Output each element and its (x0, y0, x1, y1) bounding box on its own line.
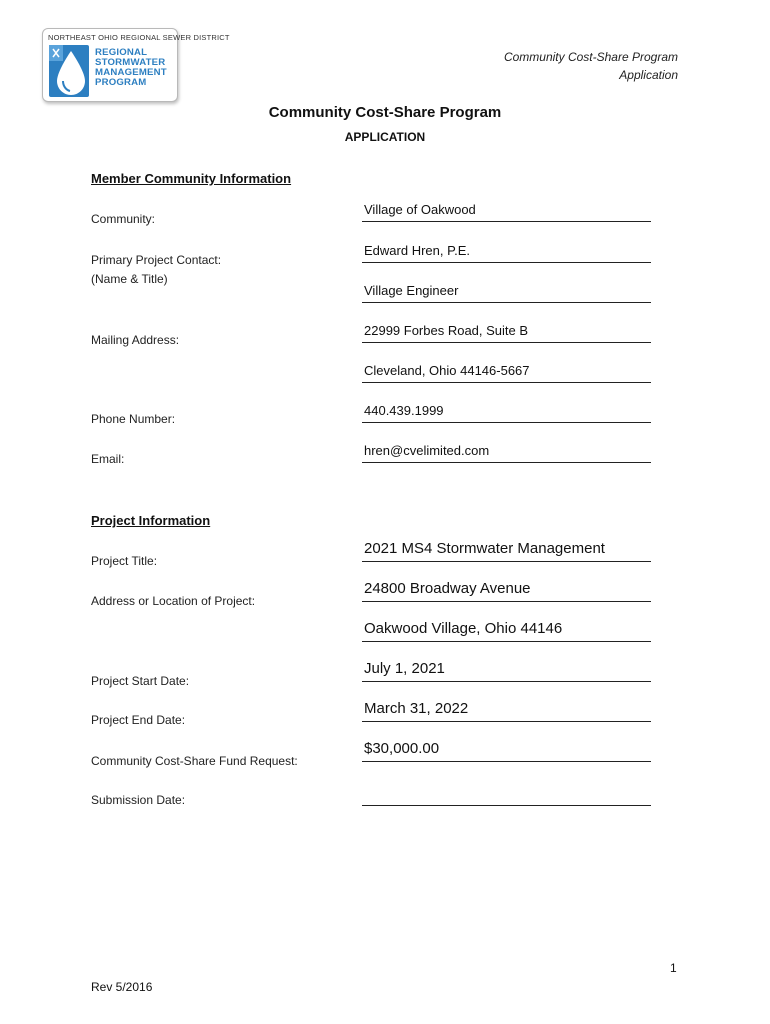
running-header-line1: Community Cost-Share Program (503, 50, 678, 64)
running-header-line2: Application (619, 68, 678, 82)
project-title-label: Project Title: (91, 554, 158, 568)
location-line2-field[interactable] (362, 620, 651, 642)
project-title-value: 2021 MS4 Stormwater Management (364, 540, 605, 557)
water-drop-icon (49, 45, 89, 97)
email-label: Email: (91, 452, 125, 466)
page-subtitle: APPLICATION (344, 130, 426, 144)
logo-program-name (95, 48, 167, 88)
project-section-heading: Project Information (91, 513, 211, 528)
fund-request-value: $30,000.00 (364, 740, 440, 757)
logo-line: STORMWATER (95, 57, 166, 68)
start-date-field[interactable] (362, 660, 651, 682)
location-line1-field[interactable] (362, 580, 651, 602)
start-date-label: Project Start Date: (91, 674, 190, 688)
contact-label: Primary Project Contact: (91, 253, 222, 267)
end-date-field[interactable] (362, 700, 651, 722)
email-field[interactable] (362, 441, 651, 463)
submission-date-field[interactable] (362, 784, 651, 806)
district-logo (42, 28, 230, 102)
logo-district-name: NORTHEAST OHIO REGIONAL SEWER DISTRICT (48, 33, 230, 42)
fund-request-field[interactable] (362, 740, 651, 762)
contact-name-value: Edward Hren, P.E. (364, 243, 470, 258)
logo-line: MANAGEMENT (95, 67, 167, 78)
location-label: Address or Location of Project: (91, 594, 256, 608)
logo-line: REGIONAL (95, 47, 148, 58)
address-line2-field[interactable] (362, 361, 651, 383)
phone-field[interactable] (362, 401, 651, 423)
contact-title-field[interactable] (362, 281, 651, 303)
address-line1-field[interactable] (362, 321, 651, 343)
fund-request-label: Community Cost-Share Fund Request: (91, 754, 298, 768)
contact-name-field[interactable] (362, 241, 651, 263)
logo-line: PROGRAM (95, 77, 147, 88)
contact-sublabel: (Name & Title) (91, 272, 168, 286)
contact-title-value: Village Engineer (364, 283, 459, 298)
page-number: 1 (670, 961, 677, 975)
phone-value: 440.439.1999 (364, 403, 444, 418)
email-value: hren@cvelimited.com (364, 443, 490, 458)
address-line1-value: 22999 Forbes Road, Suite B (364, 323, 529, 338)
revision-note: Rev 5/2016 (91, 980, 153, 994)
phone-label: Phone Number: (91, 412, 176, 426)
submission-date-label: Submission Date: (91, 793, 186, 807)
project-title-field[interactable] (362, 540, 651, 562)
start-date-value: July 1, 2021 (364, 660, 445, 677)
location-line1-value: 24800 Broadway Avenue (364, 580, 531, 597)
address-label: Mailing Address: (91, 333, 180, 347)
location-line2-value: Oakwood Village, Ohio 44146 (364, 620, 563, 637)
community-field[interactable] (362, 200, 651, 222)
end-date-label: Project End Date: (91, 713, 186, 727)
community-value: Village of Oakwood (364, 202, 476, 217)
end-date-value: March 31, 2022 (364, 700, 469, 717)
community-label: Community: (91, 212, 156, 226)
running-header (504, 48, 678, 84)
page-title: Community Cost-Share Program (268, 104, 502, 121)
member-section-heading: Member Community Information (91, 171, 292, 186)
address-line2-value: Cleveland, Ohio 44146-5667 (364, 363, 530, 378)
